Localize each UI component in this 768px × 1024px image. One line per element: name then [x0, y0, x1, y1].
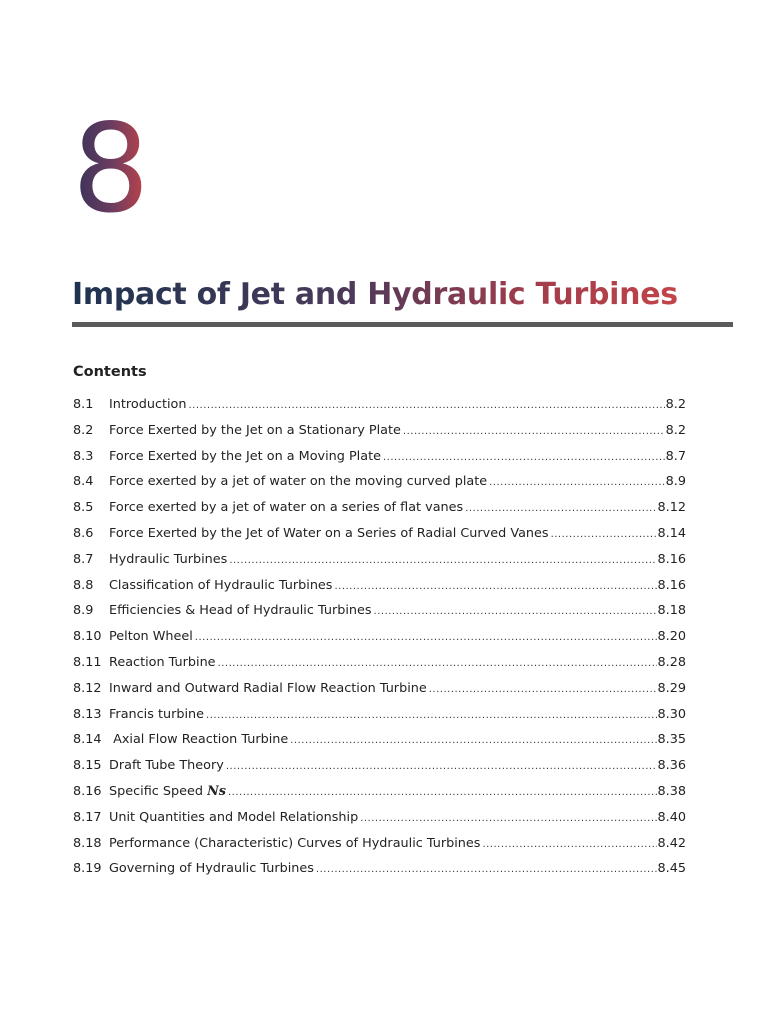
toc-dot-leader	[290, 735, 656, 746]
toc-entry[interactable]	[73, 423, 686, 449]
toc-entry-page: 8.29	[657, 680, 686, 696]
toc-entry[interactable]	[73, 474, 686, 500]
toc-entry-page: 8.9	[665, 474, 686, 490]
toc-entry-number: 8.2	[73, 422, 94, 438]
toc-entry-page: 8.14	[657, 525, 686, 541]
toc-entry-title: Francis turbine	[109, 706, 205, 722]
toc-entry-number: 8.1	[73, 397, 94, 412]
toc-entry-page: 8.45	[657, 861, 686, 877]
toc-entry-number: 8.17	[73, 809, 102, 825]
toc-entry[interactable]	[73, 836, 686, 862]
toc-dot-leader	[403, 426, 665, 437]
toc-entry-page: 8.2	[665, 422, 686, 438]
toc-entry-page: 8.20	[657, 629, 686, 645]
toc-entry-page: 8.28	[657, 654, 686, 670]
toc-dot-leader	[206, 710, 656, 721]
table-of-contents	[73, 397, 686, 887]
toc-entry-page: 8.2	[665, 397, 686, 412]
toc-entry[interactable]	[73, 500, 686, 526]
toc-dot-leader	[374, 606, 657, 617]
toc-dot-leader	[189, 400, 665, 411]
toc-entry-title: Hydraulic Turbines	[109, 551, 228, 567]
toc-entry-title: Force Exerted by the Jet of Water on a Series of Radial Curved Vanes	[109, 525, 549, 541]
toc-entry-number: 8.19	[73, 861, 102, 877]
toc-entry-title: Classification of Hydraulic Turbines	[109, 577, 333, 593]
toc-dot-leader	[316, 864, 657, 875]
toc-dot-leader	[429, 684, 657, 695]
toc-entry-number: 8.9	[73, 603, 94, 619]
toc-entry-page: 8.16	[657, 577, 686, 593]
toc-entry-title: Force Exerted by the Jet on a Moving Plate	[109, 448, 381, 464]
contents-heading: Contents	[73, 364, 147, 380]
toc-entry-page: 8.30	[657, 706, 686, 722]
toc-dot-leader	[334, 581, 656, 592]
toc-dot-leader	[218, 658, 657, 669]
toc-entry-page: 8.18	[657, 603, 686, 619]
toc-entry-title: Introduction	[109, 397, 187, 412]
toc-entry[interactable]	[73, 449, 686, 475]
toc-entry[interactable]	[73, 732, 686, 758]
toc-entry-title: Unit Quantities and Model Relationship	[109, 809, 359, 825]
toc-entry-page: 8.42	[657, 835, 686, 851]
toc-dot-leader	[195, 632, 657, 643]
toc-dot-leader	[228, 787, 657, 798]
chapter-number: 8	[72, 98, 150, 240]
toc-entry-title: Reaction Turbine	[109, 654, 216, 670]
toc-entry-title: Efficiencies & Head of Hydraulic Turbines	[109, 603, 372, 619]
toc-entry-title: Force Exerted by the Jet on a Stationary Plate	[109, 422, 401, 438]
toc-entry[interactable]	[73, 681, 686, 707]
toc-dot-leader	[229, 555, 656, 566]
toc-entry-number: 8.15	[73, 758, 102, 774]
toc-entry-number: 8.4	[73, 474, 94, 490]
toc-entry-title: Draft Tube Theory	[109, 758, 224, 774]
toc-entry-number: 8.10	[73, 629, 102, 645]
toc-entry[interactable]	[73, 526, 686, 552]
toc-entry-page: 8.12	[657, 500, 686, 516]
toc-entry-number: 8.12	[73, 680, 102, 696]
toc-entry-number: 8.16	[73, 783, 102, 799]
toc-entry-number: 8.5	[73, 500, 94, 516]
toc-dot-leader	[383, 452, 665, 463]
toc-dot-leader	[482, 839, 656, 850]
toc-entry-number: 8.11	[73, 654, 102, 670]
toc-entry-page: 8.16	[657, 551, 686, 567]
toc-entry-page: 8.36	[657, 758, 686, 774]
toc-entry-number: 8.18	[73, 835, 102, 851]
toc-entry-page: 8.7	[665, 448, 686, 464]
toc-dot-leader	[226, 761, 657, 772]
toc-entry[interactable]	[73, 603, 686, 629]
toc-entry-number: 8.13	[73, 706, 102, 722]
toc-entry[interactable]	[73, 397, 686, 423]
toc-entry-number: 8.6	[73, 525, 94, 541]
toc-entry-title: Inward and Outward Radial Flow Reaction Turbine	[109, 680, 427, 696]
toc-entry[interactable]	[73, 578, 686, 604]
toc-entry-page: 8.40	[657, 809, 686, 825]
toc-entry[interactable]	[73, 861, 686, 887]
toc-entry[interactable]	[73, 707, 686, 733]
chapter-title: Impact of Jet and Hydraulic Turbines	[72, 275, 678, 315]
toc-entry[interactable]	[73, 629, 686, 655]
toc-dot-leader	[489, 477, 665, 488]
toc-entry[interactable]	[73, 758, 686, 784]
specific-speed-symbol: Ns	[207, 783, 226, 799]
toc-entry-title: Force exerted by a jet of water on the moving curved plate	[109, 474, 488, 490]
toc-entry-number: 8.7	[73, 551, 94, 567]
toc-entry-title: Axial Flow Reaction Turbine	[109, 732, 289, 748]
toc-entry-number: 8.14	[73, 732, 102, 748]
toc-entry-number: 8.3	[73, 448, 94, 464]
toc-dot-leader	[360, 813, 656, 824]
toc-entry[interactable]	[73, 784, 686, 810]
toc-entry[interactable]	[73, 655, 686, 681]
toc-entry-title: Force exerted by a jet of water on a series of flat vanes	[109, 500, 464, 516]
toc-entry-title: Governing of Hydraulic Turbines	[109, 861, 314, 877]
toc-entry-title: Pelton Wheel	[109, 629, 193, 645]
toc-entry-title-text: Specific Speed	[109, 783, 203, 799]
toc-dot-leader	[551, 529, 657, 540]
toc-entry[interactable]	[73, 810, 686, 836]
title-divider	[72, 322, 733, 327]
toc-entry[interactable]	[73, 552, 686, 578]
toc-entry-title	[109, 784, 226, 799]
toc-entry-page: 8.38	[657, 783, 686, 799]
toc-entry-number: 8.8	[73, 577, 94, 593]
toc-dot-leader	[465, 503, 656, 514]
toc-entry-page: 8.35	[657, 732, 686, 748]
toc-entry-title: Performance (Characteristic) Curves of Hydraulic Turbines	[109, 835, 481, 851]
